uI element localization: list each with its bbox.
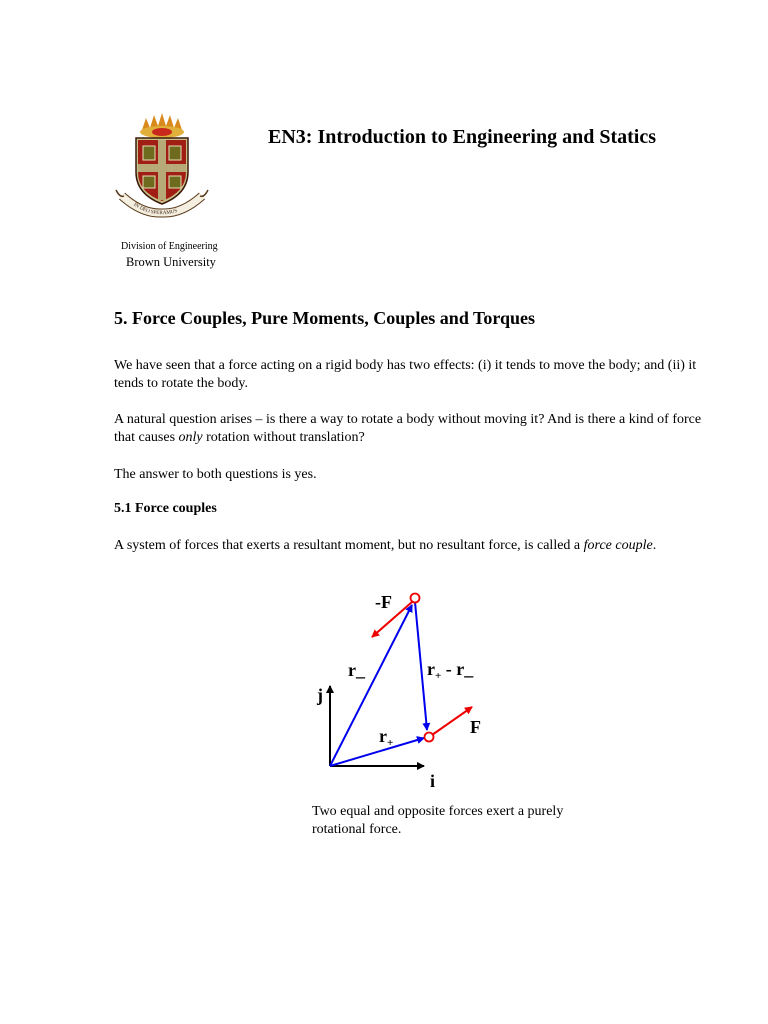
definition-period: .	[652, 538, 657, 553]
r-minus-vector	[330, 605, 412, 766]
figure-caption: Two equal and opposite forces exert a purely rotational force.	[312, 804, 564, 837]
seal-motto: IN DEO SPERAMUS	[132, 201, 179, 217]
force-couple-diagram	[300, 582, 500, 797]
paragraph-question-end: rotation without translation?	[202, 430, 365, 445]
r-plus-vector	[330, 738, 424, 766]
brown-university-seal	[112, 110, 212, 220]
paragraph-definition	[114, 537, 714, 555]
label-r-difference: $r_+$ - r_	[427, 659, 474, 682]
r-difference-vector	[415, 602, 427, 730]
label-r-minus: r_	[348, 660, 365, 680]
emphasis-only: only	[178, 430, 203, 445]
application-point-top	[411, 594, 420, 603]
university-name: Brown University	[126, 255, 216, 269]
division-name: Division of Engineering	[121, 241, 218, 252]
paragraph-question-start: A natural question arises – is there a way to rotate a body without moving it? And is there a kind of force that causes	[114, 412, 702, 445]
sun-crest-icon	[140, 113, 184, 138]
force-arrow	[432, 707, 472, 735]
paragraph-effects: We have seen that a force acting on a rigid body has two effects: (i) it tends to move the body; and (ii) it tends to rotate the body.	[114, 358, 697, 391]
label-force: F	[470, 717, 481, 737]
shield-icon	[136, 138, 188, 204]
subsection-heading: 5.1 Force couples	[114, 501, 217, 516]
paragraph-answer: The answer to both questions is yes.	[114, 467, 317, 482]
label-axis-j: j	[317, 685, 323, 705]
definition-text: A system of forces that exerts a resultant moment, but no resultant force, is called a	[114, 538, 584, 553]
application-point-bottom	[425, 733, 434, 742]
emphasis-force-couple: force couple	[583, 538, 653, 553]
course-title: EN3: Introduction to Engineering and Statics	[268, 126, 657, 148]
paragraph-question	[114, 411, 714, 447]
label-axis-i: i	[430, 771, 436, 791]
section-heading: 5. Force Couples, Pure Moments, Couples and Torques	[114, 308, 536, 328]
label-neg-force: -F	[375, 592, 392, 612]
label-r-plus: $r_+$	[379, 726, 394, 749]
